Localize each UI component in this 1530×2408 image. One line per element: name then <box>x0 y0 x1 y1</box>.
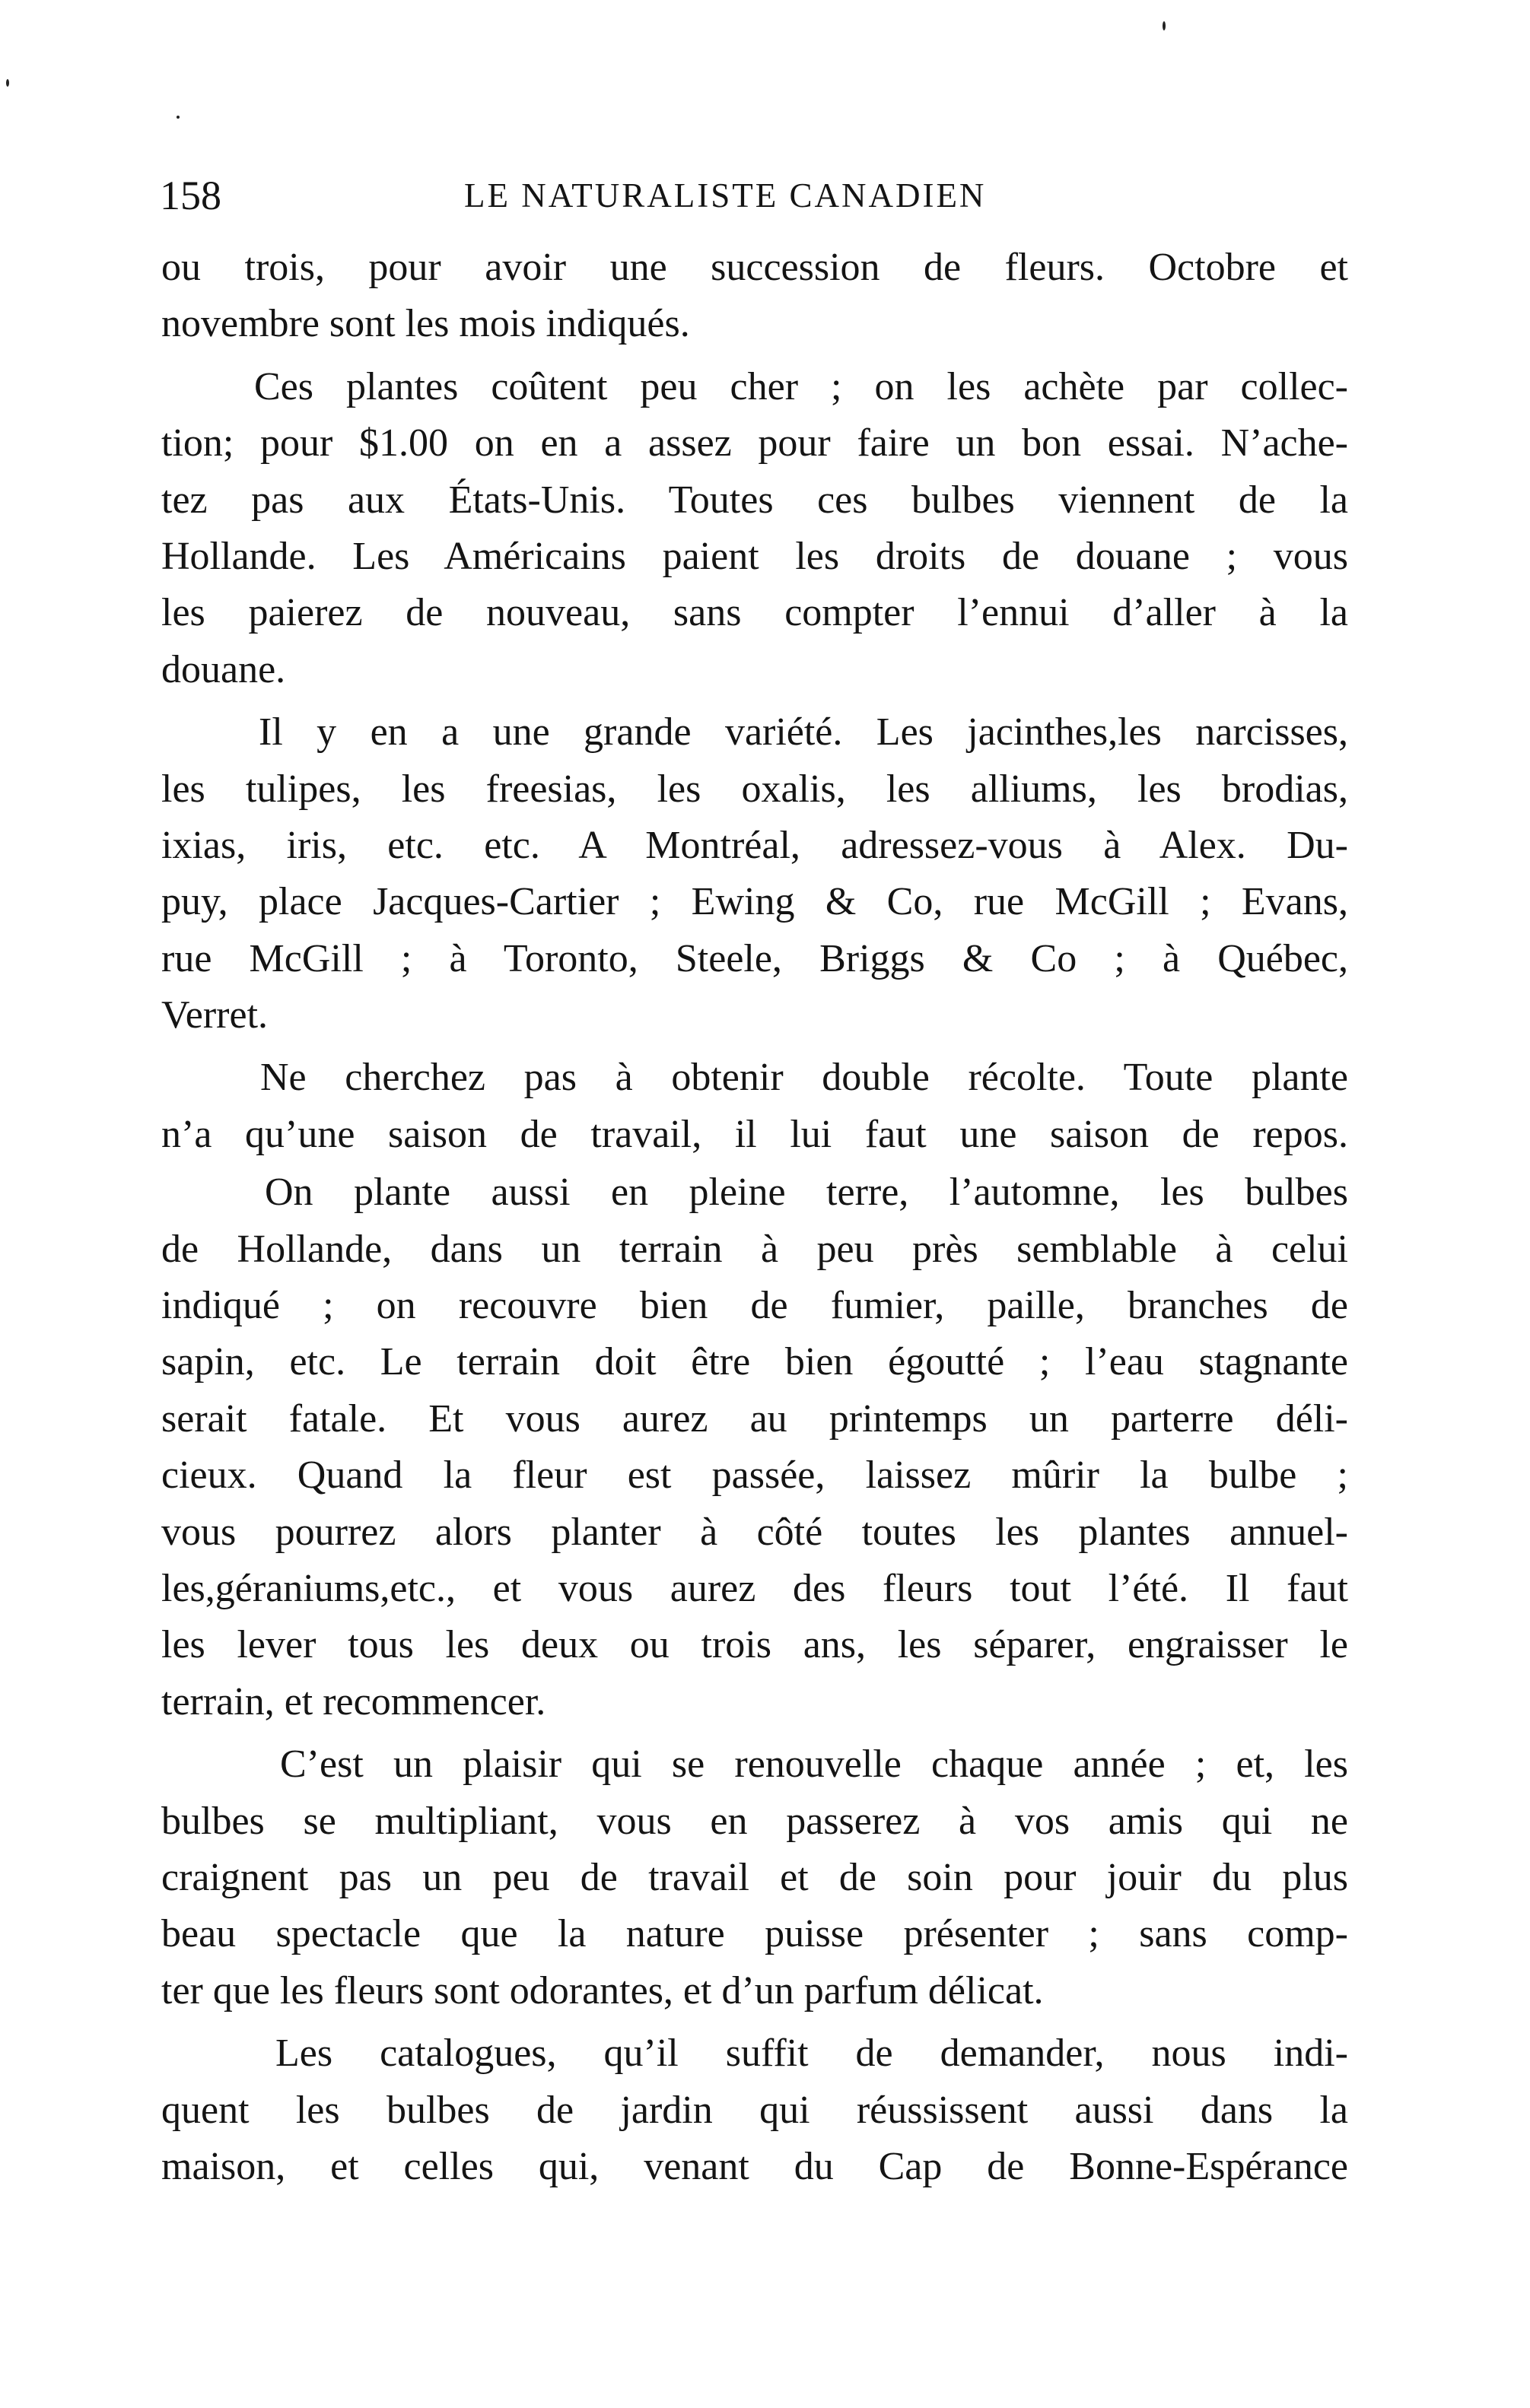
text-line: serait fatale. Et vous aurez au printemps un parterre déli- <box>161 1396 1348 1441</box>
paragraph <box>161 1736 1348 2019</box>
paragraph <box>161 1050 1348 1163</box>
text-line: Ces plantes coûtent peu cher ; on les achète par collec- <box>254 364 1348 408</box>
text-line: sapin, etc. Le terrain doit être bien égoutté ; l’eau stagnante <box>161 1340 1348 1384</box>
text-line: novembre sont les mois indiqués. <box>161 302 690 346</box>
text-line: quent les bulbes de jardin qui réussissent aussi dans la <box>161 2088 1348 2132</box>
text-line: bulbes se multipliant, vous en passerez à vos amis qui ne <box>161 1799 1348 1843</box>
paragraph <box>161 1164 1348 1730</box>
text-line: ter que les fleurs sont odorantes, et d’un parfum délicat. <box>161 1968 1044 2012</box>
text-line: les,géraniums,etc., et vous aurez des fleurs tout l’été. Il faut <box>161 1566 1348 1610</box>
text-line: terrain, et recommencer. <box>161 1679 546 1723</box>
body-text <box>161 240 1348 2195</box>
text-line: tez pas aux États-Unis. Toutes ces bulbes viennent de la <box>161 478 1348 522</box>
text-line: indiqué ; on recouvre bien de fumier, paille, branches de <box>161 1284 1348 1328</box>
page-number: 158 <box>160 173 221 218</box>
text-line: C’est un plaisir qui se renouvelle chaque année ; et, les <box>280 1742 1348 1787</box>
text-line: puy, place Jacques-Cartier ; Ewing & Co, rue McGill ; Evans, <box>161 880 1348 924</box>
ink-speck <box>1163 21 1166 30</box>
text-line: ou trois, pour avoir une succession de fleurs. Octobre et <box>161 246 1348 289</box>
text-line: Verret. <box>161 993 269 1037</box>
text-line: rue McGill ; à Toronto, Steele, Briggs & Co ; à Québec, <box>161 936 1348 980</box>
text-line: maison, et celles qui, venant du Cap de Bonne-Espérance <box>161 2144 1348 2188</box>
paragraph <box>161 240 1348 353</box>
paragraph <box>161 359 1348 698</box>
text-line: les tulipes, les freesias, les oxalis, les alliums, les brodias, <box>161 767 1348 811</box>
text-line: de Hollande, dans un terrain à peu près semblable à celui <box>161 1227 1348 1271</box>
text-line: Il y en a une grande variété. Les jacinthes,les narcisses, <box>259 710 1348 754</box>
text-line: Ne cherchez pas à obtenir double récolte. Toute plante <box>260 1056 1348 1100</box>
ink-speck <box>6 79 9 87</box>
text-line: craignent pas un peu de travail et de soin pour jouir du plus <box>161 1855 1348 1899</box>
paragraph <box>161 2025 1348 2195</box>
text-line: cieux. Quand la fleur est passée, laissez mûrir la bulbe ; <box>161 1453 1348 1498</box>
paragraph <box>161 704 1348 1044</box>
text-line: tion; pour $1.00 on en a assez pour faire un bon essai. N’ache- <box>161 421 1348 465</box>
text-line: les lever tous les deux ou trois ans, les séparer, engraisser le <box>161 1623 1348 1667</box>
text-line: On plante aussi en pleine terre, l’automne, les bulbes <box>265 1171 1348 1215</box>
running-head <box>160 169 1347 222</box>
text-line: n’a qu’une saison de travail, il lui faut une saison de repos. <box>161 1112 1348 1156</box>
text-line: vous pourrez alors planter à côté toutes les plantes annuel- <box>161 1510 1348 1554</box>
text-line: les paierez de nouveau, sans compter l’ennui d’aller à la <box>161 591 1348 635</box>
text-line: douane. <box>161 647 286 691</box>
text-line: ixias, iris, etc. etc. A Montréal, adressez-vous à Alex. Du- <box>161 823 1348 867</box>
text-line: beau spectacle que la nature puisse présenter ; sans comp- <box>161 1912 1348 1956</box>
ink-speck <box>177 116 180 119</box>
journal-title: LE NATURALISTE CANADIEN <box>464 176 987 214</box>
text-line: Hollande. Les Américains paient les droits de douane ; vous <box>161 534 1348 578</box>
text-line: Les catalogues, qu’il suffit de demander, nous indi- <box>275 2032 1348 2076</box>
